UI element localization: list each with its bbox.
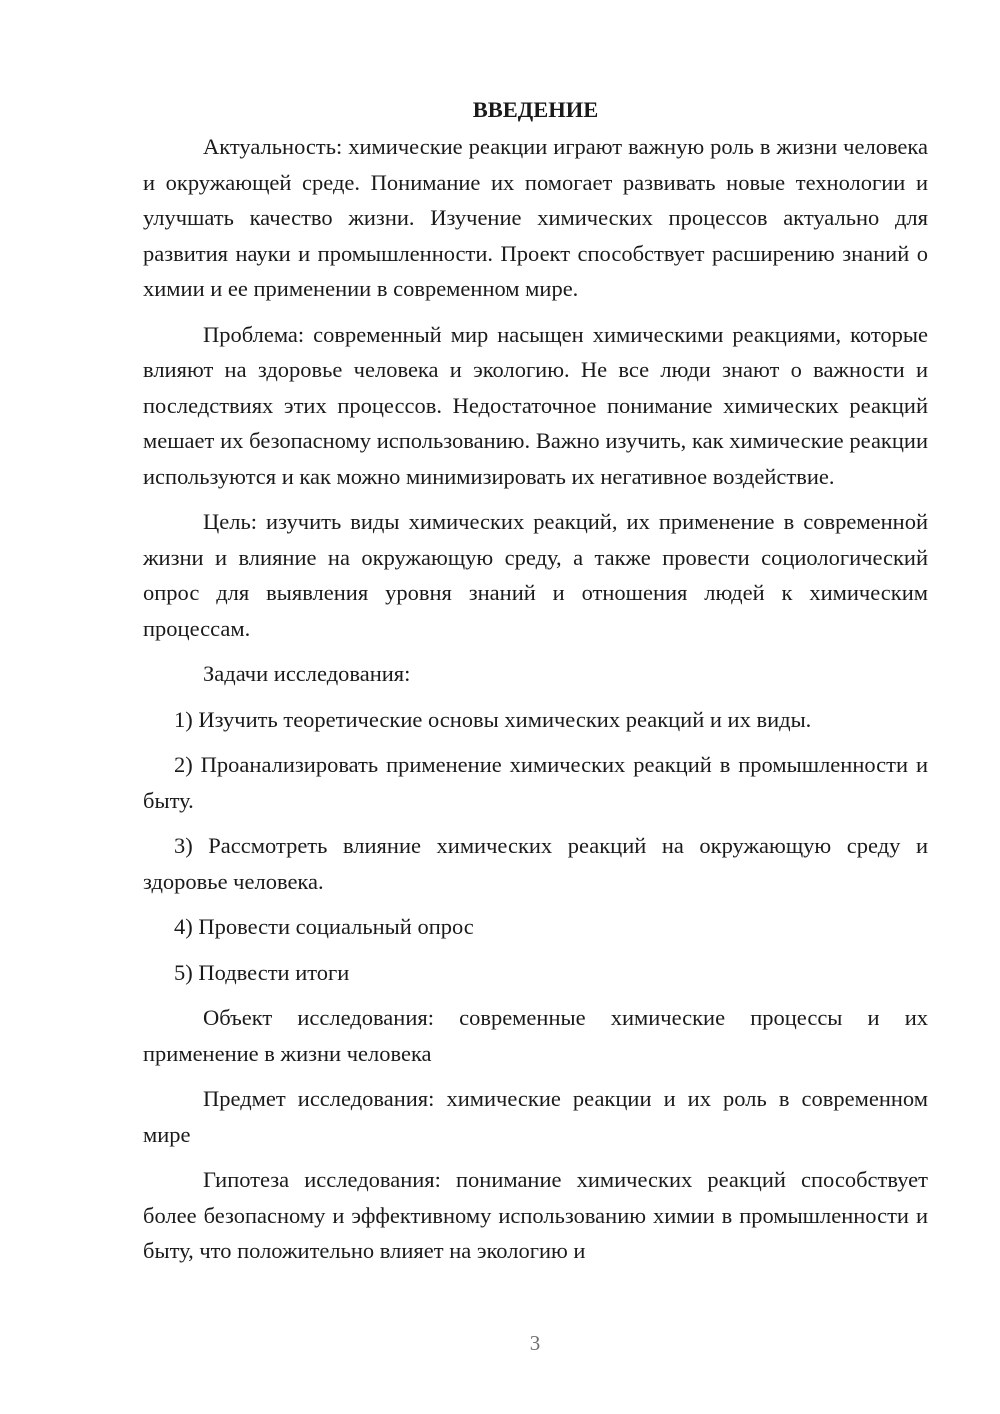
task-item-4: 4) Провести социальный опрос (174, 914, 474, 939)
page-content (143, 92, 928, 1279)
subject-paragraph: Предмет исследования: химические реакции и их роль в современном мире (143, 1086, 928, 1147)
problem-paragraph: Проблема: современный мир насыщен химическими реакциями, которые влияют на здоровье человека и экологию. Не все люди знают о важности и последствиях этих процессов. Недостаточное понимание химических реакций мешает их безопасному использованию. Важно изучить, как химические реакции используются и как можно минимизировать их негативное воздействие. (143, 321, 928, 489)
goal-paragraph: Цель: изучить виды химических реакций, их применение в современной жизни и влияние на окружающую среду, а также провести социологический опрос для выявления уровня знаний и отношения людей к химическим процессам. (143, 509, 928, 641)
task-item-2: 2) Проанализировать применение химических реакций в промышленности и быту. (143, 752, 928, 813)
task-item-5: 5) Подвести итоги (174, 959, 350, 985)
section-heading: ВВЕДЕНИЕ (472, 97, 599, 122)
task-item-1: 1) Изучить теоретические основы химических реакций и их виды. (174, 706, 812, 732)
tasks-label: Задачи исследования: (203, 661, 411, 686)
relevance-paragraph: Актуальность: химические реакции играют важную роль в жизни человека и окружающей среде. Понимание их помогает развивать новые технологии и улучшать качество жизни. Изучение химических процессов актуально для развития науки и промышленности. Проект способствует расширению знаний о химии и ее применении в современном мире. (143, 134, 928, 301)
task-item-3: 3) Рассмотреть влияние химических реакций на окружающую среду и здоровье человека. (143, 833, 928, 894)
object-paragraph: Объект исследования: современные химические процессы и их применение в жизни человека (143, 1005, 928, 1066)
page-number: 3 (529, 1331, 541, 1355)
hypothesis-paragraph: Гипотеза исследования: понимание химических реакций способствует более безопасному и эффективному использованию химии в промышленности и быту, что положительно влияет на экологию и (143, 1167, 928, 1263)
